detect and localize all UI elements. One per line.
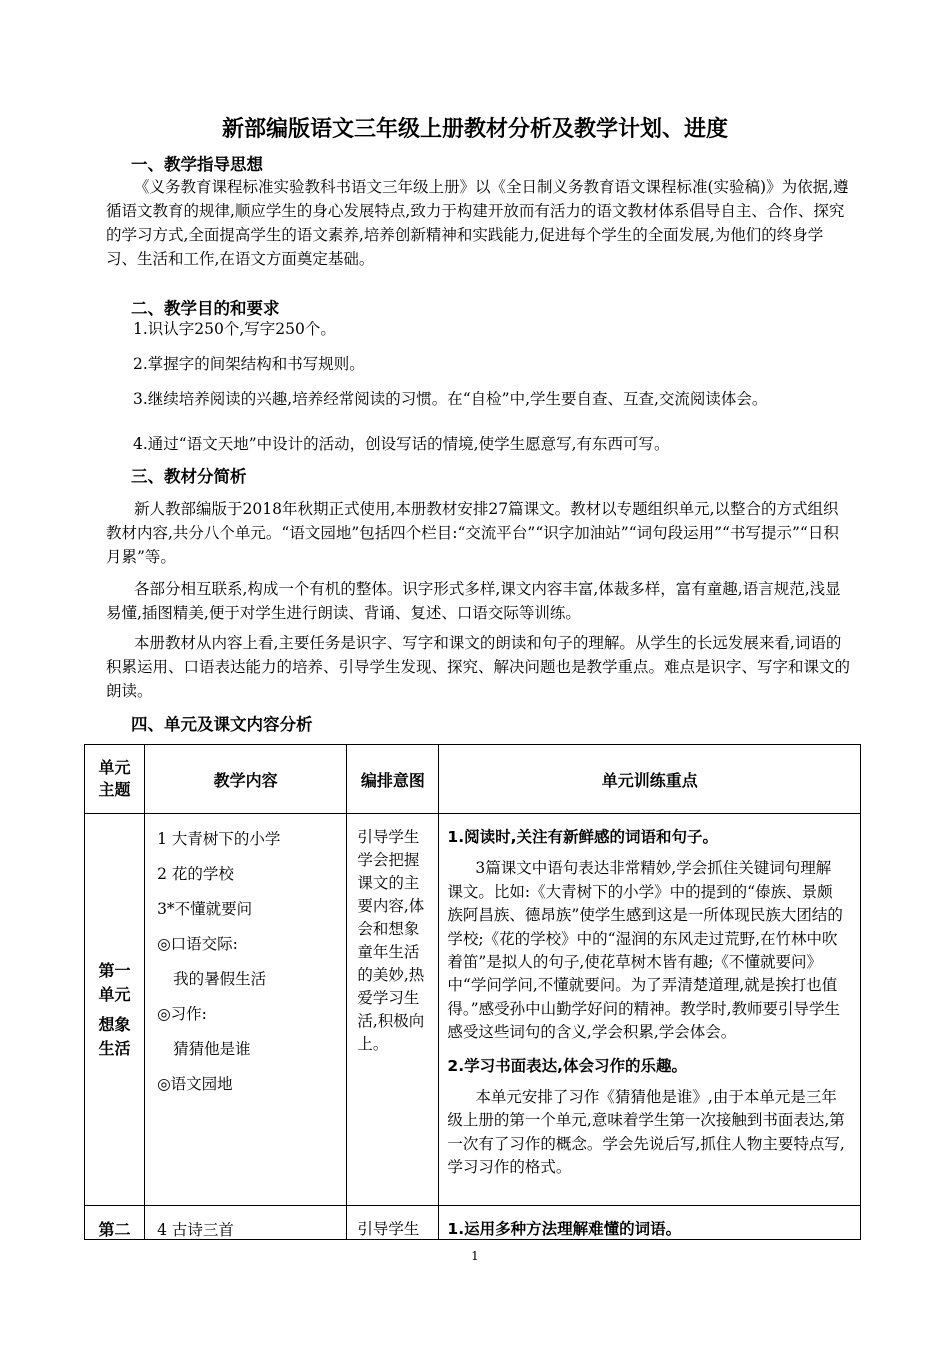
material-paragraph-1: 新人教部编版于2018年秋期正式使用,本册教材安排27篇课文。教材以专题组织单元,以整合的方式组织教材内容,共分八个单元。“语文园地”包括四个栏目:“交流平台”“识字加油站”“词句段运用”“书写提示”“日积月累”等。 (106, 500, 839, 566)
list-item: ◎习作: (157, 1005, 207, 1023)
section-heading-unit-analysis: 四、单元及课文内容分析 (131, 715, 313, 734)
goal-item-1: 1.识认字250个,写字250个。 (133, 320, 336, 338)
unit-1-name: 第一单元 想象生活 (85, 814, 145, 1206)
list-item: 4 古诗三首 (157, 1221, 234, 1239)
unit-1-focus (439, 814, 861, 1206)
list-item: 1 大青树下的小学 (157, 830, 281, 848)
header-training-focus: 单元训练重点 (439, 745, 861, 814)
list-item: 我的暑假生活 (173, 970, 267, 988)
unit-analysis-table (84, 744, 861, 1286)
section-heading-goals: 二、教学目的和要求 (131, 299, 280, 318)
table-row-unit-1 (85, 814, 861, 1206)
list-item: 3*不懂就要问 (157, 900, 253, 918)
focus-title: 2.学习书面表达,体会习作的乐趣。 (447, 1056, 687, 1075)
list-item: ◎语文园地 (157, 1075, 233, 1093)
header-unit-theme: 单元主题 (85, 745, 145, 814)
header-design-intent: 编排意图 (347, 745, 439, 814)
goal-item-3: 3.继续培养阅读的兴趣,培养经常阅读的习惯。在“自检”中,学生要自查、互查,交流阅读体会。 (133, 390, 768, 408)
unit-2-name: 第二 (85, 1206, 145, 1286)
list-item: ◎口语交际: (157, 935, 238, 953)
focus-body: 3篇课文中语句表达非常精妙,学会抓住关键词句理解课文。比如:《大青树下的小学》中的提到的“傣族、景颇族阿昌族、德昂族”使学生感到这是一所体现民族大团结的学校;《花的学校》中的“湿润的东风走过荒野,在竹林中吹着笛”是拟人的句子,使花草树木皆有趣;《不懂就要问》中“学问学问,不懂就要问。为了弄清楚道理,就是挨打也值得。”感受孙中山勤学好问的精神。教学时,教师要引导学生感受这些词句的含义,学会积累,学会体会。 (447, 859, 843, 1042)
table-header-row (85, 745, 861, 814)
unit-1-intent: 引导学生学会把握课文的主要内容,体会和想象童年生活的美妙,热爱学习生活,积极向上。 (347, 814, 439, 1206)
unit-2-intent: 引导学生 (347, 1206, 439, 1286)
goal-item-2: 2.掌握字的间架结构和书写规则。 (133, 355, 365, 373)
focus-title: 1.运用多种方法理解难懂的词语。 (447, 1220, 682, 1238)
list-item: 2 花的学校 (157, 865, 234, 883)
material-paragraph-3: 本册教材从内容上看,主要任务是识字、写字和课文的朗读和句子的理解。从学生的长远发展来看,词语的积累运用、口语表达能力的培养、引导学生发现、探究、解决问题也是教学重点。难点是识字、写字和课文的朗读。 (106, 634, 851, 700)
page-number: 1 (471, 1249, 479, 1263)
header-teaching-content: 教学内容 (145, 745, 347, 814)
document-title: 新部编版语文三年级上册教材分析及教学计划、进度 (221, 117, 728, 142)
goal-item-4: 4.通过“语文天地”中设计的活动，创设写话的情境,使学生愿意写,有东西可写。 (133, 435, 670, 453)
table-page-break-line (84, 1239, 861, 1240)
list-item: 猜猜他是谁 (173, 1040, 251, 1058)
focus-title: 1.阅读时,关注有新鲜感的词语和句子。 (447, 828, 718, 846)
material-paragraph-2: 各部分相互联系,构成一个有机的整体。识字形式多样,课文内容丰富,体裁多样，富有童趣,语言规范,浅显易懂,插图精美,便于对学生进行朗读、背诵、复述、口语交际等训练。 (106, 580, 841, 622)
focus-body: 本单元安排了习作《猜猜他是谁》,由于本单元是三年级上册的第一个单元,意味着学生第一次接触到书面表达,第一次有了习作的概念。学会先说后写,抓住人物主要特点写,学习习作的格式。 (447, 1088, 845, 1177)
section-heading-material-analysis: 三、教材分简析 (131, 467, 247, 486)
section-heading-guiding-thought: 一、教学指导思想 (131, 155, 263, 174)
guiding-thought-paragraph: 《义务教育课程标准实验教科书语文三年级上册》以《全日制义务教育语文课程标准(实验稿)》为依据,遵循语文教育的规律,顺应学生的身心发展特点,致力于构建开放而有活力的语文教材体系倡导自主、合作、探究的学习方式,全面提高学生的语文素养,培养创新精神和实践能力,促进每个学生的全面发展,为他们的终身学习、生活和工作,在语文方面奠定基础。 (106, 178, 849, 268)
unit-1-contents (145, 814, 347, 1206)
